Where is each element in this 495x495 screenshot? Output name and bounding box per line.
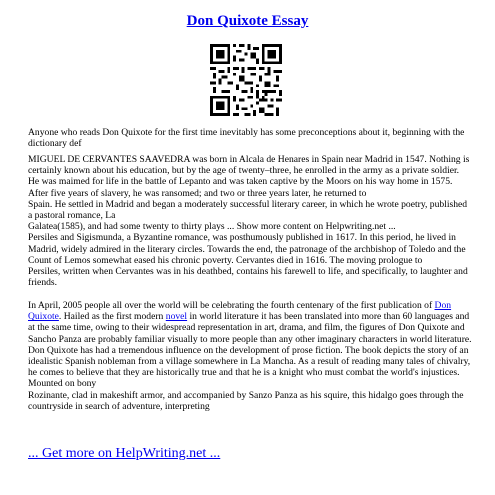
- centenary-paragraph: [28, 300, 472, 412]
- intro-paragraph: Anyone who reads Don Quixote for the first time inevitably has some preconceptions about it, beginning with the dictionary def: [28, 127, 465, 150]
- don-quixote-link[interactable]: Don Quixote: [28, 300, 452, 323]
- centenary-text-1: In April, 2005 people all over the world will be celebrating the fourth centenary of the first publication of: [28, 300, 435, 311]
- centenary-text-2: . Hailed as the first modern: [58, 311, 166, 323]
- novel-link[interactable]: novel: [165, 311, 188, 323]
- document-title[interactable]: Don Quixote Essay: [186, 13, 309, 29]
- biography-paragraph: MIGUEL DE CERVANTES SAAVEDRA was born in Alcala de Henares in Spain near Madrid in 1547. Nothing is certainly known about his education, but by the age of twenty–three, he enrolled in the army as a private soldier. He was maimed for life in the battle of Lepanto and was taken captive by the Moors on his way home in 1575. After five years of slavery, he was ransomed; and two or three years later, he returned to Spain. He settled in Madrid and began a moderately successful literary career, in which he wrote poetry, published a pastoral romance, La Galatea(1585), and had some twenty to thirty plays ... Show more content on Helpwriting.net ... Persiles and Sigismunda, a Byzantine romance, was posthumously published in 1617. In this period, he lived in Madrid, widely admired in the literary circles. Towards the end, the patronage of the archbishop of Toledo and the Count of Lemos somewhat eased his chronic poverty. Cervantes died in 1616. The moving prologue to Persiles, written when Cervantes was in his deathbed, contains his farewell to life, and specifically, to laughter and friends.: [28, 154, 470, 289]
- centenary-text-3: in world literature it has been translated into more than 60 languages and at the same time, owing to their widespread representation in art, drama, and film, the figures of Don Quixote and Sancho Panza are probably familiar visually to more people than any other imaginary characters in world literature. Don Quixote has had a tremendous influence on the development of prose fiction. The book depicts the story of an idealistic Spanish nobleman from a village somewhere in La Mancha. As a result of reading many tales of chivalry, he comes to believe that they are historically true and that he is a knight who must combat the world's injustices. Mounted on bony Rozinante, clad in makeshift armor, and accompanied by Sanzo Panza as his squire, this hidalgo goes through the countryside in search of adventure, interpreting: [28, 311, 472, 412]
- get-more-link[interactable]: ... Get more on HelpWriting.net ...: [28, 446, 221, 461]
- qr-code: [210, 44, 282, 116]
